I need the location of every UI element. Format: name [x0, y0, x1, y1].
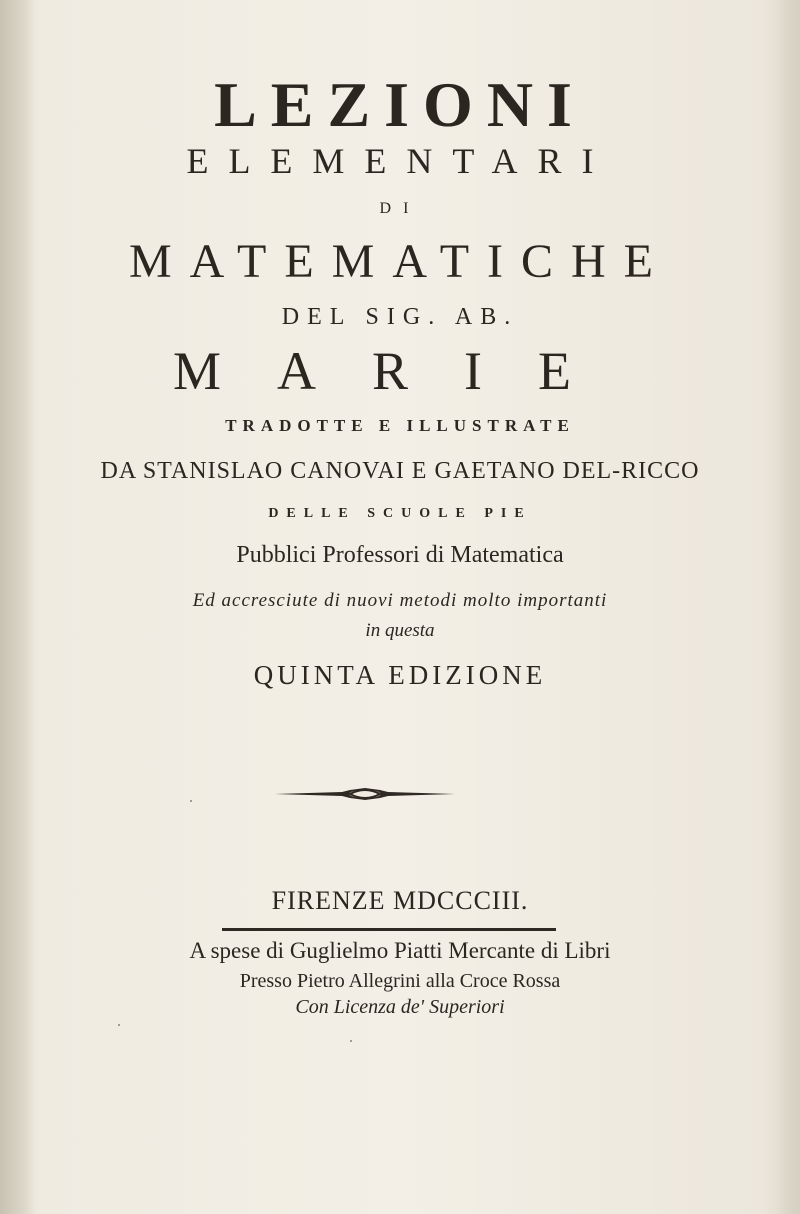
fleuron-rule-icon: [270, 776, 460, 812]
book-title-di: DI: [379, 200, 421, 217]
role-line: Pubblici Professori di Matematica: [236, 542, 564, 568]
paper-speck: [118, 1024, 120, 1026]
school-line: DELLE SCUOLE PIE: [268, 506, 532, 521]
additions-line-1: Ed accresciute di nuovi metodi molto importanti: [192, 590, 608, 611]
book-title-del-sig: DEL SIG. AB.: [281, 304, 519, 330]
author-name: MARIE: [173, 341, 627, 401]
translated-line: TRADOTTE E ILLUSTRATE: [225, 416, 575, 435]
license-line: Con Licenza de' Superiori: [295, 996, 505, 1018]
book-title-main: LEZIONI: [214, 69, 586, 140]
book-title-matematiche: MATEMATICHE: [129, 235, 671, 288]
paper-speck: [350, 1040, 352, 1042]
edition-line: QUINTA EDIZIONE: [253, 660, 547, 690]
page-edge-right: [776, 0, 800, 1214]
place-year: FIRENZE MDCCCIII.: [271, 886, 529, 915]
publisher-line: A spese di Guglielmo Piatti Mercante di Libri: [189, 938, 611, 963]
printer-line: Presso Pietro Allegrini alla Croce Rossa: [239, 970, 561, 992]
imprint-rule: [222, 928, 556, 931]
book-title-elementari: ELEMENTARI: [186, 141, 614, 181]
paper-speck: [190, 800, 192, 802]
additions-line-2: in questa: [365, 620, 435, 641]
page-edge-left: [0, 0, 34, 1214]
translators-line: DA STANISLAO CANOVAI E GAETANO DEL-RICCO: [100, 458, 700, 484]
